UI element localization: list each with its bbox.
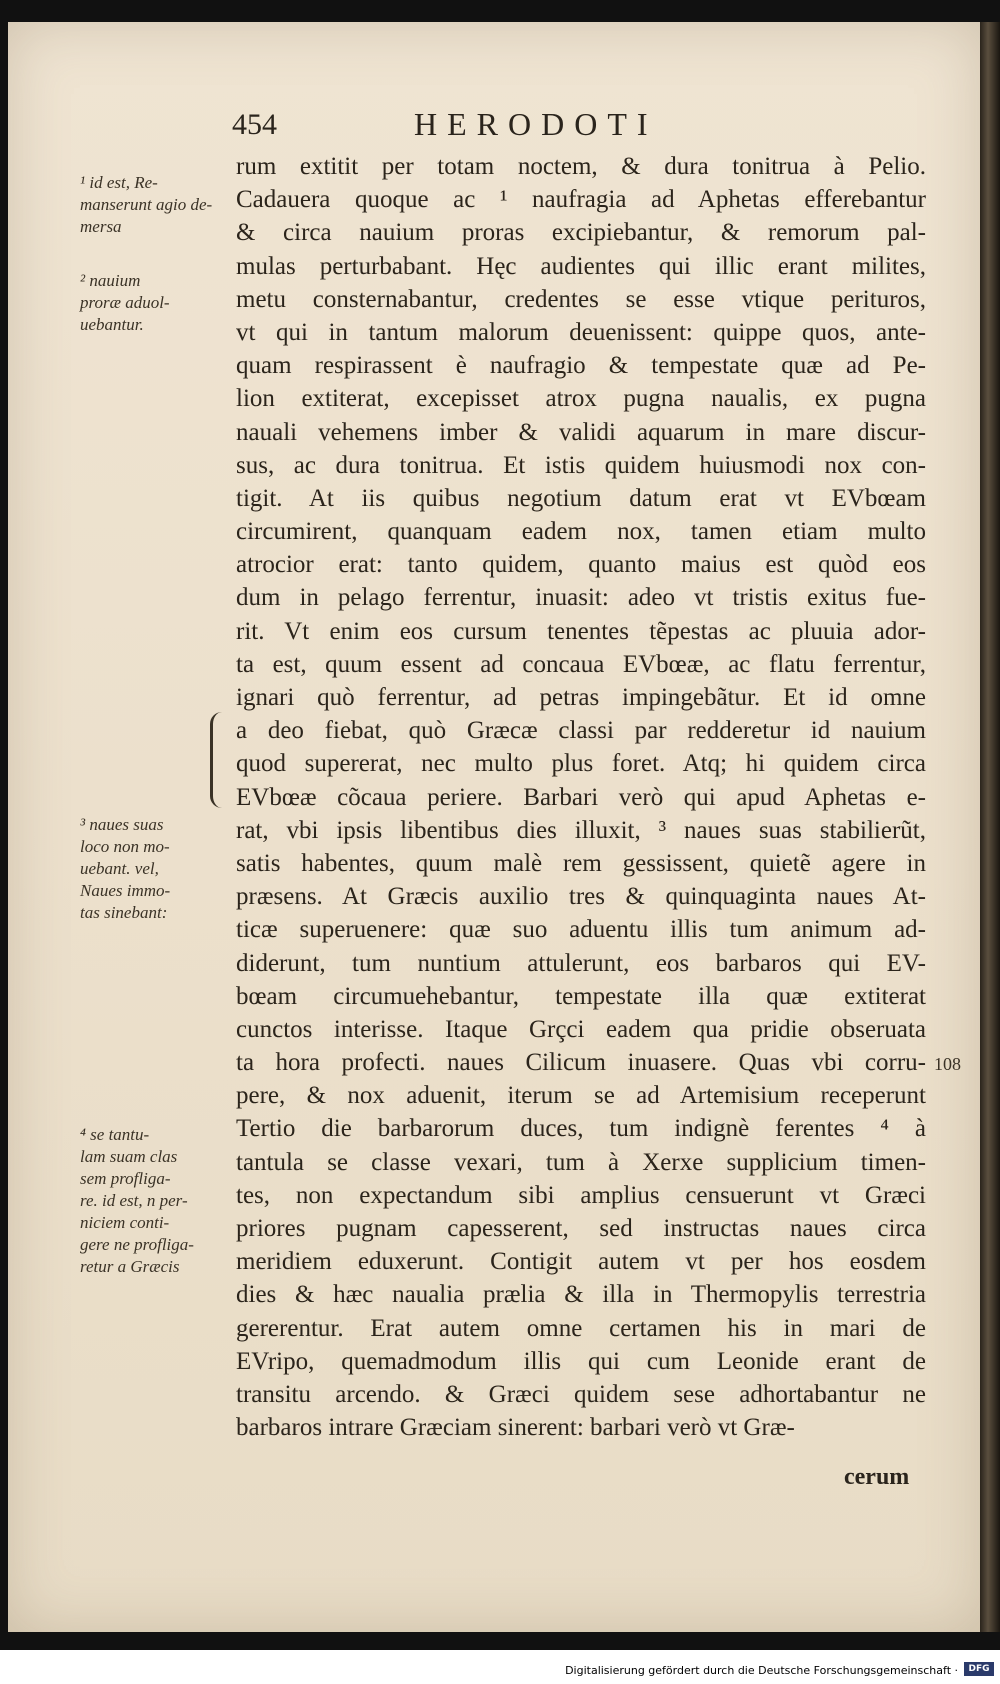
text-line: EVbœæ cõcaua periere. Barbari verò qui apud Aphetas e- [236,783,926,811]
margin-note-line: ² nauium [80,271,141,290]
margin-note-line: lam suam clas [80,1147,178,1166]
text-line: priores pugnam capesserent, sed instructas naues circa [236,1215,926,1242]
text-line: mulas perturbabant. Hęc audientes qui illic erant milites, [236,252,926,280]
body-text [236,150,926,1444]
text-line: ta hora profecti. naues Cilicum inuasere. Quas vbi corru- [236,1049,926,1077]
running-head: HERODOTI [414,106,658,142]
margin-note-3 [80,814,230,924]
text-line: dum in pelago ferrentur, inuasit: adeo vt tristis exitus fue- [236,584,926,612]
margin-note-line: ⁴ se tantu- [80,1125,150,1144]
margin-note-line: ¹ id est, Re- [80,173,158,192]
margin-note-line: uebantur. [80,315,144,334]
margin-note-line: re. id est, n per- [80,1191,188,1210]
text-line: Tertio die barbarorum duces, tum indignè ferentes ⁴ à [236,1115,926,1143]
text-line: lion extiterat, excepisset atrox pugna naualis, ex pugna [236,385,926,413]
text-line: dies & hæc naualia prælia & illa in Thermopylis terrestria [236,1281,926,1309]
margin-right-number: 108 [934,1054,961,1074]
text-line: EVripo, quemadmodum illis qui cum Leonide erant de [236,1347,926,1375]
margin-note-line: ³ naues suas [80,815,164,834]
dfg-logo-icon: DFG [964,1662,994,1676]
margin-note-line: loco non mo- [80,837,170,856]
text-line: ticæ superuenere: quæ suo aduentu illis tum animum ad- [236,916,926,944]
page-edge [980,22,1000,1632]
margin-note-line: uebant. vel, [80,859,159,878]
text-line: meridiem eduxerunt. Contigit autem vt per hos eosdem [236,1248,926,1276]
text-line: vt qui in tantum malorum deuenissent: quippe quos, ante- [236,318,926,346]
text-line: transitu arcendo. & Græci quidem sese adhortabantur ne [236,1380,926,1408]
text-line: cunctos interisse. Itaque Grçci eadem qua pridie obseruata [236,1015,926,1043]
text-line: Cadauera quoque ac ¹ naufragia ad Aphetas efferebantur [236,186,926,214]
margin-note-1 [80,172,230,238]
text-line: diderunt, tum nuntium attulerunt, eos barbaros qui EV- [236,949,926,977]
margin-note-line: sem profliga- [80,1169,171,1188]
text-line: barbaros intrare Græciam sinerent: barbari verò vt Græ- [236,1414,795,1442]
text-line: quod supererat, nec multo plus foret. Atq; hi quidem circa [236,750,926,778]
margin-note-line: niciem conti- [80,1213,170,1232]
text-line: circumirent, quanquam eadem nox, tamen etiam multo [236,518,926,546]
margin-note-line: tas sinebant: [80,903,168,922]
text-line: a deo fiebat, quò Græcæ classi par redderetur id nauium [236,717,926,745]
text-line: tigit. At iis quibus negotium datum erat vt EVbœam [236,484,926,512]
margin-note-line: proræ aduol- [80,293,170,312]
margin-note-2 [80,270,230,336]
text-line: bœam circumuehebantur, tempestate illa quæ extiterat [236,982,926,1010]
margin-note-line: manserunt agio de- [80,195,213,214]
text-line: quam respirassent è naufragio & tempestate quæ ad Pe- [236,352,926,380]
text-line: gererentur. Erat autem omne certamen his in mari de [236,1314,926,1342]
text-line: ignari quò ferrentur, ad petras impingebãtur. Et id omne [236,684,926,711]
margin-note-line: Naues immo- [80,881,171,900]
text-line: atrocior erat: tanto quidem, quanto maius est quòd eos [236,551,926,579]
text-line: rum extitit per totam noctem, & dura tonitrua à Pelio. [236,153,926,180]
text-line: rit. Vt enim eos cursum tenentes tẽpestas ac pluuia ador- [236,617,926,645]
text-line: nauali vehemens imber & validi aquarum in mare discur- [236,418,926,446]
page-number: 454 [232,108,277,141]
text-line: & circa nauium proras excipiebantur, & remorum pal- [236,219,926,247]
margin-note-4 [80,1124,230,1278]
catchword: cerum [844,1464,910,1490]
margin-note-line: mersa [80,217,122,236]
text-line: sus, ac dura tonitrua. Et istis quidem huiusmodi nox con- [236,451,926,479]
text-line: rat, vbi ipsis libentibus dies illuxit, ³ naues suas stabilierũt, [236,816,926,844]
text-line: tes, non expectandum sibi amplius censuerunt vt Græci [236,1181,926,1209]
text-line: præsens. At Græcis auxilio tres & quinquaginta naues At- [236,883,926,911]
margin-note-line: gere ne profliga- [80,1235,194,1254]
text-line: pere, & nox aduenit, iterum se ad Artemisium receperunt [236,1082,926,1110]
text-line: tantula se classe vexari, tum à Xerxe supplicium timen- [236,1148,926,1176]
text-line: ta est, quum essent ad concaua EVbœæ, ac flatu ferrentur, [236,650,926,678]
text-line: satis habentes, quum malè rem gessissent, quietẽ agere in [236,849,926,877]
margin-bracket [210,712,227,808]
text-line: metu consternabantur, credentes se esse vtique perituros, [236,285,926,313]
margin-note-line: retur a Græcis [80,1257,180,1276]
footer-credit: Digitalisierung gefördert durch die Deutsche Forschungsgemeinschaft · [565,1664,958,1677]
